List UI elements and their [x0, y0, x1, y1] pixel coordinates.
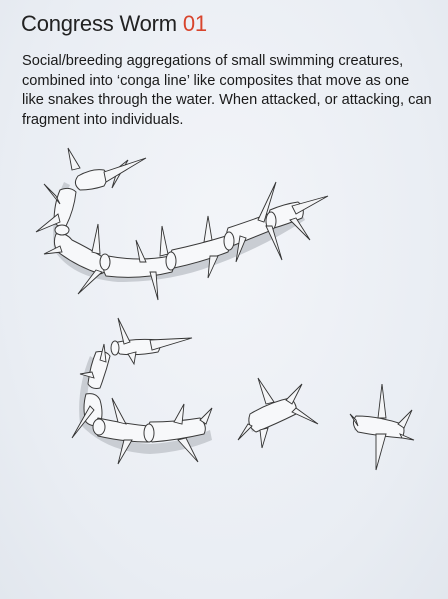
description-text: Social/breeding aggregations of small swimming creatures, combined into ‘conga line’ like composites that move as one like snakes through the water. When attacked, or attacking, can fragment into individuals.: [22, 53, 432, 128]
title-text: Congress Worm: [21, 11, 183, 36]
detached-individual-2: [350, 384, 414, 470]
detached-individual: [238, 378, 318, 448]
fragmenting-chain: [72, 318, 212, 464]
title-number: 01: [182, 11, 207, 36]
conga-line-composite: [36, 148, 328, 300]
